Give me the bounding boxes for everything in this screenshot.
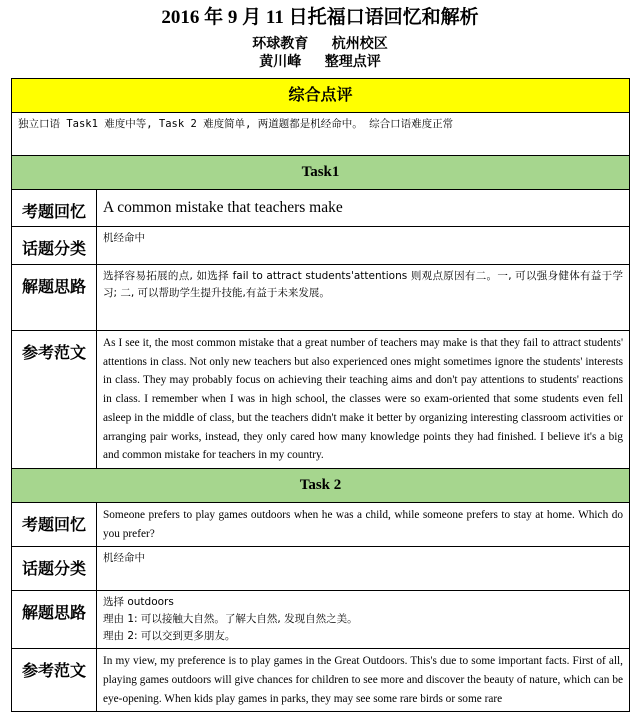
task1-category: 机经命中	[97, 227, 630, 265]
task2-approach	[97, 591, 630, 649]
task1-recall: A common mistake that teachers make	[97, 190, 630, 227]
task1-sample: As I see it, the most common mistake that a great number of teachers may make is that they fail to attract students' attentions in class. Not only new teachers but also experienced ones might sometimes ignore the students' interests in class. They may probably focus on achieving their teaching aims and don't pay attentions to students' reactions in class. I remember when I was in high school, the classes were so exam-oriented that some students even fell asleep in the middle of class, but the teachers didn't make it better by organizing interesting classroom activities or arranging pair works, instead, they only cared how many knowledge points they had finished. I believe it's a big and common mistake for teachers in my country.	[97, 331, 630, 469]
author-role: 整理点评	[324, 55, 381, 70]
task2-approach-line2: 理由 1: 可以接触大自然。了解大自然, 发现自然之美。	[103, 613, 358, 626]
organization-line	[0, 36, 640, 54]
campus-name: 杭州校区	[331, 37, 388, 52]
summary-text: 独立口语 Task1 难度中等, Task 2 难度简单, 两道题都是机经命中。 综合口语难度正常	[12, 113, 630, 156]
author-line	[0, 54, 640, 72]
author-name: 黄川峰	[259, 55, 302, 70]
task2-approach-label: 解题思路	[12, 591, 97, 649]
task2-approach-line1: 选择 outdoors	[103, 596, 174, 609]
task2-recall-label: 考题回忆	[12, 502, 97, 546]
task2-category-label: 话题分类	[12, 547, 97, 591]
task1-approach: 选择容易拓展的点, 如选择 fail to attract students'attentions 则观点原因有二。一, 可以强身健体有益于学习; 二, 可以帮助学生提升技能,有益于未来发展。	[97, 265, 630, 331]
task1-heading: Task1	[12, 156, 630, 190]
task2-recall: Someone prefers to play games outdoors when he was a child, while someone prefers to stay at home. Which do you prefer?	[97, 502, 630, 546]
task2-category: 机经命中	[97, 547, 630, 591]
task2-sample-label: 参考范文	[12, 649, 97, 712]
task1-recall-label: 考题回忆	[12, 190, 97, 227]
task1-category-label: 话题分类	[12, 227, 97, 265]
document-title: 2016 年 9 月 11 日托福口语回忆和解析	[161, 7, 479, 28]
task2-heading: Task 2	[12, 468, 630, 502]
task1-sample-label: 参考范文	[12, 331, 97, 469]
task1-approach-label: 解题思路	[12, 265, 97, 331]
task2-sample: In my view, my preference is to play games in the Great Outdoors. This's due to some important facts. First of all, playing games outdoors will give chances for children to see more and discover the beauty of nature, which can be eye-opening. When kids play games in parks, they may see some rare birds or some rare	[97, 649, 630, 712]
organization-name: 环球教育	[252, 37, 309, 52]
analysis-table	[11, 78, 630, 712]
summary-heading: 综合点评	[12, 79, 630, 113]
task2-approach-line3: 理由 2: 可以交到更多朋友。	[103, 630, 236, 643]
